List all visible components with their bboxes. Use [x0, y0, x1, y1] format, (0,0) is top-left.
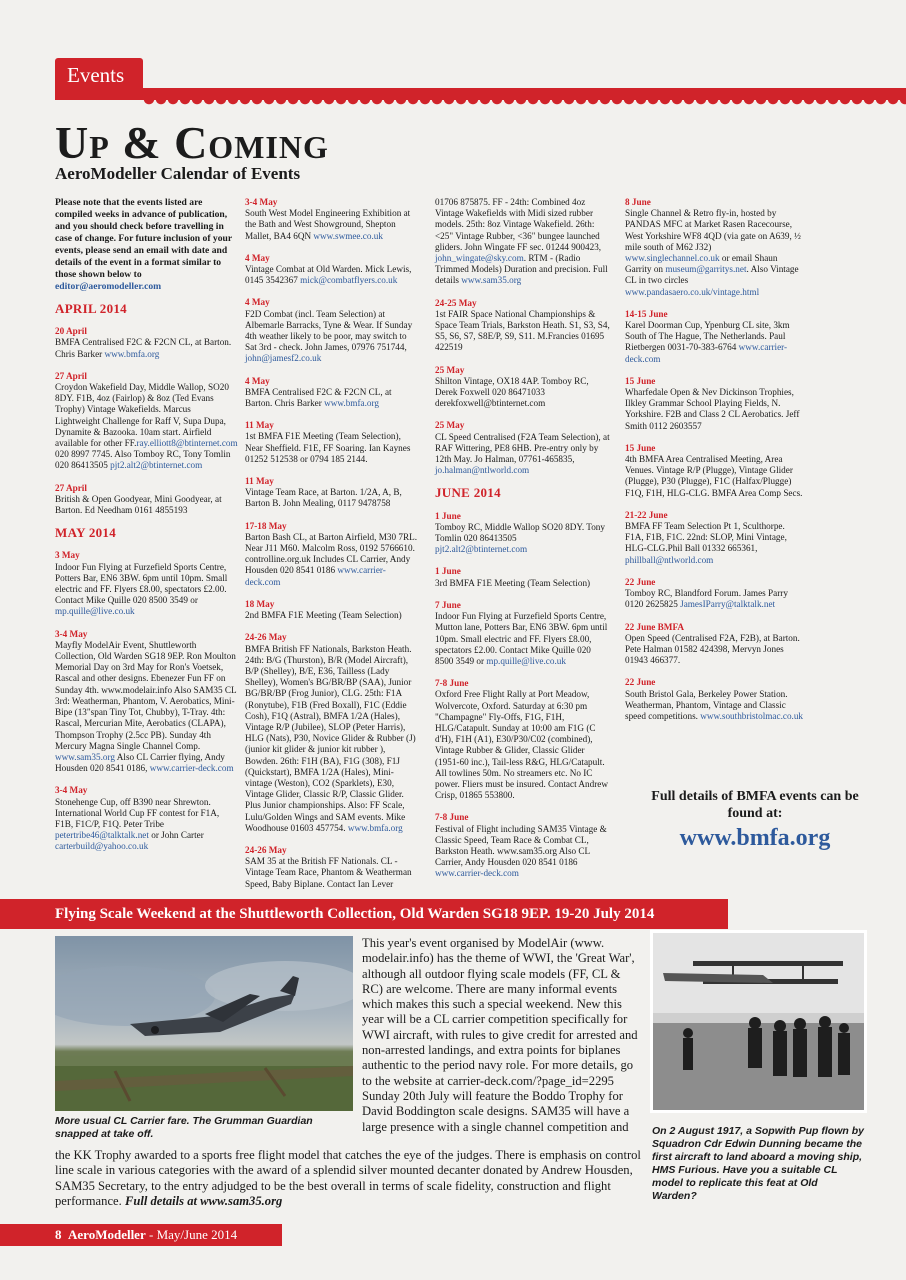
event-text: F2D Combat (incl. Team Selection) at Albemarle Barracks, Tyne & Wear. If Sunday 4th weather likely to be poor, may switch to Sat 3rd - check. John James, 07976 751744,	[245, 308, 413, 353]
event-entry	[435, 298, 610, 354]
month-heading: APRIL 2014	[55, 301, 127, 316]
event-text: or John Carter	[148, 830, 204, 841]
grumman-guardian-photo	[55, 936, 353, 1111]
event-text: Shilton Vintage, OX18 4AP. Tomboy RC, Derek Foxwell 020 86471033 derekfoxwell@btinternet.com	[435, 375, 589, 409]
event-link[interactable]: mp.quille@live.co.uk	[55, 606, 135, 617]
event-text: 4th BMFA Area Centralised Meeting, Area Venues. Vintage R/P (Plugge), Vintage Glider (Plugge), P30 (Plugge), F1C (Halfax/Plugge) F1Q, F1H, HLG-CLG. BMFA Area Comp Secs.	[625, 454, 803, 498]
event-entry	[625, 443, 805, 499]
event-date: 17-18 May	[245, 520, 287, 531]
event-text: Open Speed (Centralised F2A, F2B), at Barton. Pete Halman 01582 424398, Mervyn Jones 01943 466377.	[625, 632, 800, 666]
event-link[interactable]: www.carrier-deck.com	[435, 868, 519, 879]
event-link[interactable]: museum@garritys.net	[665, 264, 747, 275]
event-entry	[625, 677, 805, 722]
event-entry	[245, 599, 420, 621]
event-link[interactable]: JamesIParry@talktalk.net	[680, 599, 776, 610]
event-link[interactable]: www.bmfa.org	[347, 822, 403, 833]
sopwith-pup-photo	[650, 930, 867, 1113]
event-text: Also CL Carrier flying, Andy Housden 020 8541 0186,	[55, 751, 225, 774]
event-entry	[625, 510, 805, 566]
ship-landing-image	[653, 933, 864, 1110]
event-text: Vintage Combat at Old Warden. Mick Lewis, 0145 3542367	[245, 264, 412, 286]
event-link[interactable]: www.southbristolmac.co.uk	[700, 710, 804, 721]
scallop-border	[143, 99, 906, 108]
event-date: 11 May	[245, 476, 274, 487]
event-text: Vintage Team Race, at Barton. 1/2A, A, B, Barton B. John Mealing, 0117 9478758	[245, 487, 402, 509]
event-entry	[625, 197, 805, 298]
event-date: 15 June	[625, 442, 656, 453]
event-text: Tomboy RC, Middle Wallop SO20 8DY. Tony Tomlin 020 86413505	[435, 521, 605, 544]
magazine-name: AeroModeller	[68, 1227, 146, 1242]
article-body-top: This year's event organised by ModelAir (www. modelair.info) has the theme of WWI, the 'Great War', although all outdoor flying scale models (FF, CL & RC) are welcome. There are many informal events which makes this such a special weekend. New this year will be a CL carrier competition specifically for WWI aircraft, with rules to give credit for arrested and non-arrested landings, and extra points for biplanes authentic to the period navy role. For more details, go to the website at carrier-deck.com/?page_id=2295 Sunday 20th July will feature the Boddo Trophy for David Boddington scale designs. SAM35 will have a large presence with a single channel competition and	[362, 936, 638, 1134]
event-entry	[245, 197, 420, 242]
article-body-text: the KK Trophy awarded to a sports free flight model that catches the eye of the judges. There is emphasis on control line scale in various categories with the award of a splendid silver mounted decanter donated by Andrew Housden, SAM35 Secretary, to the entry adjudged to be the best overall in terms of scale fidelity, construction and flight performance.	[55, 1148, 641, 1208]
event-entry	[245, 420, 420, 465]
event-entry	[625, 577, 805, 611]
event-text: . RTM - (Radio Trimmed Models) Duration and precision. Full details	[435, 253, 608, 286]
event-text: CL Speed Centralised (F2A Team Selection), at RAF Wittering, PE8 6HB. Pre-entry only by 12th May. Jo Halman, 07761-465835,	[435, 431, 610, 465]
event-date: 7-8 June	[435, 678, 469, 689]
intro-text: Please note that the events listed are compiled weeks in advance of publication, and you should check before travelling in case of change. For future inclusion of your events, please send an email with date and details of the event in a format similar to those shown below to	[55, 197, 232, 280]
events-column-2	[245, 197, 420, 901]
event-text: Barton Bash CL, at Barton Airfield, M30 7RL. Near J11 M60. Malcolm Ross, 0192 5766610. controlline.org.uk Includes CL Carrier, Andy Housden 020 8541 0186	[245, 531, 417, 576]
event-date: 25 May	[435, 364, 465, 375]
event-text: Indoor Fun Flying at Furzefield Sports Centre, Potters Bar, EN6 3BW. 6pm until 10pm. Small electric and FF. Flyers £8.00, spectators £2.00. Contact Mike Quille 020 8500 3549 or	[55, 561, 228, 606]
bmfa-callout-text: Full details of BMFA events can be found at:	[651, 789, 859, 821]
events-column-1	[55, 197, 238, 864]
bmfa-callout	[650, 788, 860, 852]
event-date: 24-26 May	[245, 844, 287, 855]
event-entry	[55, 629, 238, 775]
event-entry	[245, 253, 420, 287]
event-date: 3-4 May	[55, 785, 88, 796]
event-date: 3-4 May	[245, 197, 278, 207]
event-link[interactable]: jo.halman@ntlworld.com	[435, 465, 530, 476]
page-subtitle: AeroModeller Calendar of Events	[55, 164, 301, 183]
event-date: 21-22 June	[625, 509, 668, 520]
event-date: 4 May	[245, 252, 270, 263]
event-entry	[245, 476, 420, 510]
events-column-3	[435, 197, 610, 891]
event-link[interactable]: www.bmfa.org	[324, 398, 379, 409]
event-text: Tomboy RC, Blandford Forum. James Parry 0120 2625825	[625, 588, 788, 610]
event-text: Stonehenge Cup, off B390 near Shrewton. International World Cup FF contest for F1A, F1B, F1C/P, F1Q. Peter Tribe	[55, 796, 220, 829]
page-title: Up & Coming	[55, 117, 329, 168]
event-entry	[435, 365, 610, 410]
events-column-4	[625, 197, 805, 733]
event-text: or email Shaun Garrity on	[625, 253, 778, 275]
event-link[interactable]: www.bmfa.org	[104, 348, 160, 359]
intro-note	[55, 197, 238, 293]
event-text: Festival of Flight including SAM35 Vintage & Classic Speed, Team Race & Combat CL, Barkston Heath. www.sam35.org Also CL Carrier, Andy Housden 020 8541 0186	[435, 823, 607, 868]
event-entry	[55, 483, 238, 517]
event-link[interactable]: john@jamesf2.co.uk	[245, 353, 322, 364]
event-date: 20 April	[55, 326, 87, 337]
event-date: 11 May	[245, 420, 274, 431]
event-entry	[55, 785, 238, 852]
event-link[interactable]: www.sam35.org	[461, 275, 522, 286]
event-date: 22 June	[625, 677, 656, 688]
event-text: British & Open Goodyear, Mini Goodyear, at Barton. Ed Needham 0161 4855193	[55, 493, 222, 516]
event-text: 3rd BMFA F1E Meeting (Team Selection)	[435, 577, 591, 588]
event-link[interactable]: phillball@ntlworld.com	[625, 554, 714, 565]
event-text: Wharfedale Open & Nev Dickinson Trophies, Ilkley Grammar School Playing Fields, N. Yorkshire. F2B and Class 2 CL Aerobatics. Jeff Smith 0112 2603557	[625, 387, 800, 431]
event-entry	[55, 550, 238, 617]
photo-caption-2: On 2 August 1917, a Sopwith Pup flown by Squadron Cdr Edwin Dunning became the first aircraft to land aboard a moving ship, HMS Furious. Have you a suitable CL model to replicate this feat at Old Warden?	[652, 1125, 864, 1202]
event-text: Croydon Wakefield Day, Middle Wallop, SO20 8DY. F1B, 4oz (Fairlop) & 8oz (Ted Evans Trophy) Vintage Wakefields. Marcus Lightweight Challenge for Raff V, Supa Dupa, Dynamite & Bazooka. 10am start. Airfield available for other FF.	[55, 382, 229, 449]
issue-date: - May/June 2014	[145, 1227, 238, 1242]
article-details-link[interactable]: Full details at www.sam35.org	[124, 1193, 283, 1208]
event-text: BMFA Centralised F2C & F2CN CL, at Barton. Chris Barker	[245, 386, 392, 409]
event-text: 020 8997 7745. Also Tomboy RC, Tony Tomlin 020 86413505	[55, 449, 231, 471]
event-text: Mayfly ModelAir Event, Shuttleworth Collection, Old Warden SG18 9EP. Ron Moulton Memorial Day on 3rd May for Ron's Voetsek, Rascal and other designs. Ebenezer Fun FF on Sunday 4th. www.modelair.info Also SAM35 CL 3rd: Weatherman, Phantom, V. Aerobatics, Mini-Bipe (13"span Tiny Tot, Chubby), T-Tray. 4th: Rascal, Mercurian Mite, Aerobatics (CLAPA), Thompson Trophy (2.5cc PB). Sunday 4th Mercury Magna Single Channel Comp.	[55, 639, 237, 751]
event-text: South West Model Engineering Exhibition at the Bath and West Showground, Shepton Mallet, BA4 6QN	[245, 208, 411, 241]
event-link[interactable]: john_wingate@sky.com	[435, 253, 524, 264]
event-date: 22 June	[625, 576, 656, 587]
carrier-plane-image	[55, 936, 353, 1111]
event-date: 8 June	[625, 197, 651, 207]
event-entry	[245, 297, 420, 364]
event-date: 24-25 May	[435, 297, 477, 308]
event-text: Karel Doorman Cup, Ypenburg CL site, 3km South of The Hague, The Netherlands. Paul Rietbergen 0031-70-383-6764	[625, 320, 790, 353]
event-text: BMFA British FF Nationals, Barkston Heath. 24th: B/G (Thurston), B/R (Model Aircraft), B/P (Shelley), B/E, E36, Tailless (Lady Shelley), Women's BG/BR/BP (SAA), Junior BG/BR/BP (Frog Junior), CLG. 25th: F1A (Ronytube), F1B (Fred Boxall), F1C (Eddie Cosh), F1Q (Astral), BMFA 1/2A (Hales), Vintage R/P (Jubilee), SLOP (Peter Harris), HLG (Nats), P30, Novice Glider & Rubber (J) (junior kit glider & junior kit rubber ), Bowden. 26th: F1H (BA), F1G (308), F1J (Quickstart), BMFA 1/2A (Hales), Mini-vintage (Weston), CO2 (Sparklets), E30, Vintage Glider, Classic R/P, Classic Glider. Plus Junior championships. Also: FF Scale, Lulu/Golden Wings and SAM events. Mike Woodhouse 01603 457754.	[245, 643, 416, 833]
event-date: 7 June	[435, 599, 461, 610]
event-link[interactable]: ray.elliott8@btinternet.com	[136, 438, 238, 449]
event-link[interactable]: carterbuild@yahoo.co.uk	[55, 841, 149, 852]
bmfa-url-link[interactable]: www.bmfa.org	[679, 825, 831, 851]
event-date: 3-4 May	[55, 628, 88, 639]
event-link[interactable]: www.sam35.org	[55, 751, 115, 762]
event-entry	[435, 812, 610, 879]
event-entry	[245, 376, 420, 410]
event-text: Single Channel & Retro fly-in, hosted by PANDAS MFC at Market Rasen Racecourse, West Yorkshire WF8 4QD (via gate on A639, ½ mile south of M62 J32)	[625, 208, 801, 252]
event-link[interactable]: www.carrier-deck.com	[625, 342, 788, 364]
event-text: Indoor Fun Flying at Furzefield Sports Centre, Mutton lane, Potters Bar, EN6 3BW. 6pm until 10pm. Small electric and FF. Flyers £8.00, spectators £2.00. Contact Mike Quille 020 8500 3549 or	[435, 611, 608, 666]
event-text: 01706 875875. FF - 24th: Combined 4oz Vintage Wakefields with Midi sized rubber models. 25th: 8oz Vintage Wakefield. 26th: <25" Vintage Rubber, <36" bungee launched gliders. John Wingate FF sec. 01244 900423,	[435, 197, 602, 252]
event-date: 22 June BMFA	[625, 621, 685, 632]
editor-email-link[interactable]: editor@aeromodeller.com	[55, 281, 162, 292]
month-heading: MAY 2014	[55, 525, 117, 541]
event-link[interactable]: mick@combatflyers.co.uk	[300, 275, 398, 286]
event-date: 4 May	[245, 297, 270, 308]
event-date: 27 April	[55, 482, 87, 493]
event-date: 25 May	[435, 420, 465, 431]
event-link[interactable]: www.singlechannel.co.uk	[625, 253, 720, 264]
event-entry	[435, 197, 610, 287]
event-entry	[55, 371, 238, 472]
page-footer	[55, 1224, 237, 1246]
event-date: 15 June	[625, 375, 656, 386]
event-entry	[245, 521, 420, 588]
event-link[interactable]: www.carrier-deck.com	[149, 763, 234, 774]
event-date: 3 May	[55, 550, 80, 561]
event-text: 1st BMFA F1E Meeting (Team Selection), Near Sheffield. F1E, FF Soaring. Ian Kaynes 01252 512538 or 0794 185 2144.	[245, 431, 411, 464]
event-date: 4 May	[245, 375, 270, 386]
event-entry	[245, 845, 420, 890]
event-text: . Also Vintage CL in two circles	[625, 264, 799, 286]
month-heading: JUNE 2014	[435, 485, 501, 501]
event-text: SAM 35 at the British FF Nationals. CL - Vintage Team Race, Phantom & Weatherman Speed, Baby Biplane. Contact Ian Lever	[245, 856, 412, 889]
event-date: 18 May	[245, 598, 275, 609]
event-text: South Bristol Gala, Berkeley Power Station. Weatherman, Phantom, Vintage and Classic speed competitions.	[625, 688, 788, 721]
section-tab: Events	[55, 58, 143, 90]
article-body-bottom	[55, 1148, 643, 1209]
event-date: 1 June	[435, 510, 461, 521]
event-text: BMFA Centralised F2C & F2CN CL, at Barton. Chris Barker	[55, 337, 232, 359]
event-entry	[55, 326, 238, 360]
event-link[interactable]: mp.quille@live.co.uk	[486, 655, 566, 666]
event-link[interactable]: pjt2.alt2@btinternet.com	[435, 544, 528, 555]
event-entry	[625, 376, 805, 432]
event-entry	[435, 511, 610, 556]
event-text: 1st FAIR Space National Championships & Space Team Trials, Barkston Heath. S1, S3, S4, S5, S6, S7, S8E/P, S9, S11. M.Francies 01695 422519	[435, 308, 610, 353]
event-entry	[435, 420, 610, 476]
event-date: 7-8 June	[435, 812, 469, 823]
event-link[interactable]: petertribe46@talktalk.net	[55, 830, 149, 841]
page-number: 8	[55, 1227, 62, 1242]
event-text: Oxford Free Flight Rally at Port Meadow, Wolvercote, Oxford. Saturday at 6:30 pm "Champagne" Fly-Offs, F1G, F1H, HLG/Catapult. Sunday at 10:00 am F1G (C d'H), F1H (A1), E30/P30/C02 (combined), Vintage Rubber & Glider, Classic Glider (1951-60 inc.), Tail-less R&G, HLG/Catapult. All towlines 50m. No streamers etc. No IC power. Fliers must be insured. Contact Andrew Crisp, 01865 553800.	[435, 689, 609, 801]
event-date: 27 April	[55, 370, 87, 381]
event-text: 2nd BMFA F1E Meeting (Team Selection)	[245, 610, 402, 621]
event-text: BMFA FF Team Selection Pt 1, Sculthorpe. F1A, F1B, F1C. 22nd: SLOP, Mini Vintage, HLG-CLG.Phil Ball 01332 665361,	[625, 521, 787, 554]
event-date: 14-15 June	[625, 308, 668, 319]
event-entry	[435, 566, 610, 588]
photo-caption-1: More usual CL Carrier fare. The Grumman Guardian snapped at take off.	[55, 1115, 313, 1140]
event-link[interactable]: www.carrier-deck.com	[245, 565, 386, 587]
event-link[interactable]: www.swmee.co.uk	[313, 230, 383, 241]
event-entry	[435, 600, 610, 667]
event-entry	[245, 632, 420, 834]
event-link[interactable]: pjt2.alt2@btinternet.com	[110, 460, 203, 471]
event-entry	[625, 622, 805, 667]
article-heading: Flying Scale Weekend at the Shuttleworth Collection, Old Warden SG18 9EP. 19-20 July 2014	[55, 906, 655, 922]
event-link[interactable]: www.pandasaero.co.uk/vintage.html	[625, 286, 760, 297]
event-entry	[625, 309, 805, 365]
event-date: 24-26 May	[245, 632, 287, 643]
event-entry	[435, 678, 610, 801]
event-date: 1 June	[435, 566, 461, 577]
